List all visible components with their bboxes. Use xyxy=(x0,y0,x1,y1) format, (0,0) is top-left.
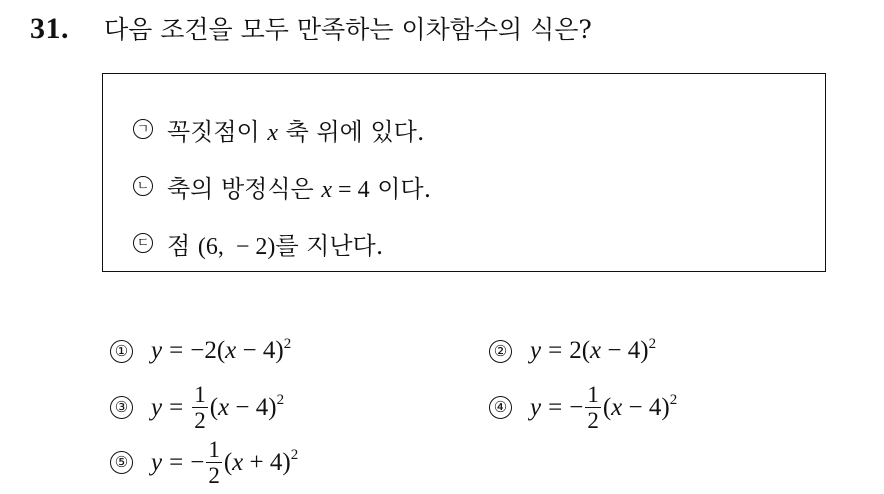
choice-3-equation xyxy=(151,382,284,433)
choice-2-power: 2 xyxy=(648,335,657,352)
condition-b-math: = 4 xyxy=(332,176,370,203)
condition-b xyxy=(133,169,431,203)
condition-a-text xyxy=(167,112,424,147)
condition-a xyxy=(133,112,424,146)
choice-5-marker: ⑤ xyxy=(110,451,133,474)
choice-1-lhs: y xyxy=(151,337,163,364)
choice-4-denominator: 2 xyxy=(587,408,599,433)
choice-2-coef: 2 xyxy=(569,337,582,364)
choice-3-rest: − 4) xyxy=(229,393,277,421)
choice-3-numerator: 1 xyxy=(194,382,206,407)
choice-1-marker: ① xyxy=(110,340,133,363)
choice-1-coef: −2 xyxy=(190,337,217,364)
condition-a-after: 축 위에 있다. xyxy=(278,117,425,146)
choice-1-eq: = xyxy=(169,337,184,364)
choice-2-paren: ( xyxy=(581,337,591,364)
choice-1-rest: − 4) xyxy=(236,337,284,364)
choice-4-eq: = xyxy=(548,393,563,421)
choice-5-paren: ( xyxy=(223,448,233,476)
choice-4-fraction xyxy=(585,382,601,433)
choice-5-eq: = xyxy=(169,448,184,476)
condition-c-after: 를 지난다. xyxy=(275,231,384,260)
condition-a-marker: ㄱ xyxy=(133,119,153,139)
choice-1-power: 2 xyxy=(283,335,292,352)
condition-c-point: (6, − 2) xyxy=(197,233,276,260)
choice-4-lhs: y xyxy=(530,393,542,421)
choice-4-power: 2 xyxy=(669,392,678,408)
choice-4-rest: − 4) xyxy=(622,393,670,421)
choice-4-sign: − xyxy=(569,393,584,421)
choice-2[interactable] xyxy=(489,337,656,365)
choice-1-paren: ( xyxy=(216,337,226,364)
choice-2-lhs: y xyxy=(530,337,542,364)
condition-c xyxy=(133,226,383,260)
choice-5-power: 2 xyxy=(290,447,299,463)
choice-4[interactable] xyxy=(489,382,677,433)
condition-c-text xyxy=(167,226,383,261)
choice-1-equation xyxy=(151,337,291,365)
choice-5[interactable] xyxy=(110,437,298,488)
choice-3[interactable] xyxy=(110,382,284,433)
choice-5-lhs: y xyxy=(151,448,163,476)
choice-4-marker: ④ xyxy=(489,396,512,419)
choice-3-paren: ( xyxy=(209,393,219,421)
choice-4-equation xyxy=(530,382,677,433)
choice-3-fraction xyxy=(192,382,208,433)
condition-b-before: 축의 방정식은 xyxy=(167,174,322,203)
choice-2-marker: ② xyxy=(489,340,512,363)
condition-b-var: x xyxy=(321,176,333,203)
condition-a-before: 꼭짓점이 xyxy=(167,117,268,146)
question-number: 31. xyxy=(30,12,69,45)
condition-c-before: 점 xyxy=(167,231,198,260)
question-text: 다음 조건을 모두 만족하는 이차함수의 식은? xyxy=(104,15,592,44)
choice-1-var: x xyxy=(225,337,237,364)
choice-5-rest: + 4) xyxy=(243,448,291,476)
choice-2-rest: − 4) xyxy=(601,337,649,364)
choice-3-power: 2 xyxy=(276,392,285,408)
condition-b-marker: ㄴ xyxy=(133,176,153,196)
choice-2-var: x xyxy=(590,337,602,364)
condition-c-marker: ㄷ xyxy=(133,233,153,253)
condition-a-var: x xyxy=(267,119,279,146)
choice-3-lhs: y xyxy=(151,393,163,421)
choice-5-fraction xyxy=(206,437,222,488)
choice-5-var: x xyxy=(232,448,244,476)
choice-3-marker: ③ xyxy=(110,396,133,419)
choice-5-sign: − xyxy=(190,448,205,476)
choice-5-denominator: 2 xyxy=(208,463,220,488)
choice-3-denominator: 2 xyxy=(194,408,206,433)
condition-b-text xyxy=(167,169,431,204)
choice-5-numerator: 1 xyxy=(208,437,220,462)
condition-b-after: 이다. xyxy=(369,174,432,203)
choice-4-var: x xyxy=(611,393,623,421)
choice-3-eq: = xyxy=(169,393,184,421)
choice-2-equation xyxy=(530,337,656,365)
choice-3-var: x xyxy=(218,393,230,421)
choice-5-equation xyxy=(151,437,298,488)
choice-4-numerator: 1 xyxy=(587,382,599,407)
choice-1[interactable] xyxy=(110,337,291,365)
condition-box xyxy=(102,73,826,272)
choice-4-paren: ( xyxy=(602,393,612,421)
choice-2-eq: = xyxy=(548,337,563,364)
